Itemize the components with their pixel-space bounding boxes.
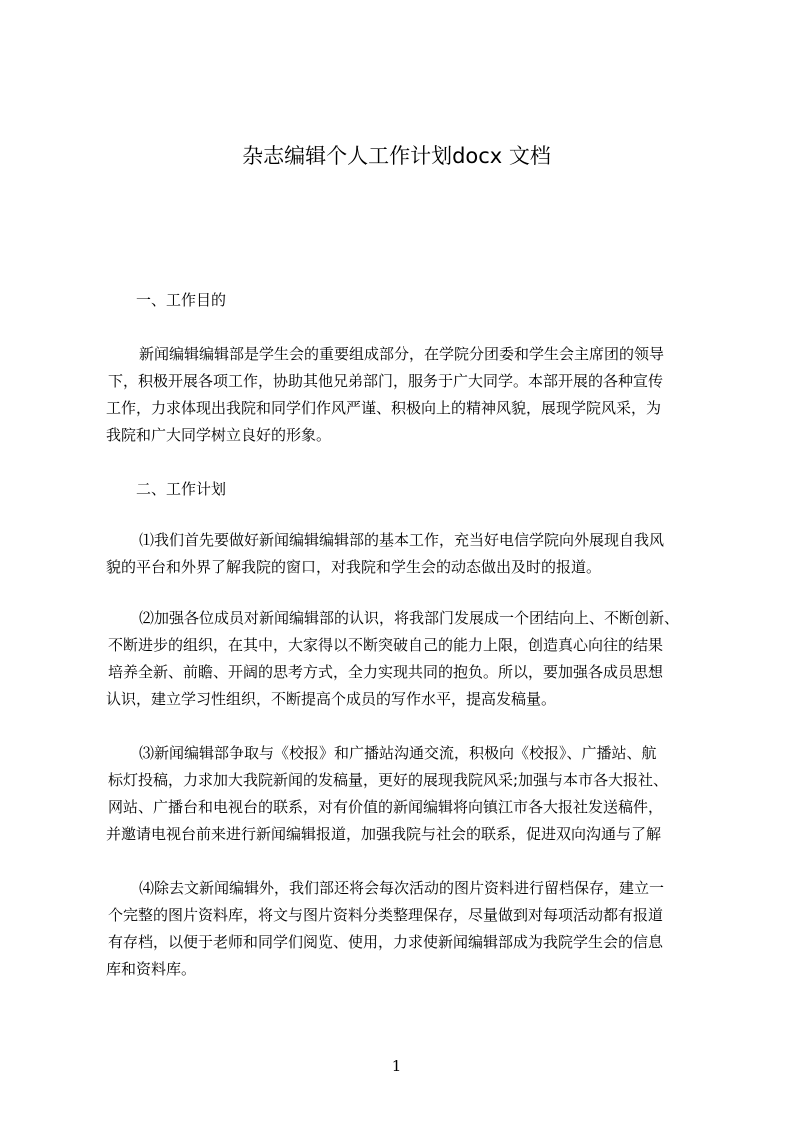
paragraph-line: 貌的平台和外界了解我院的窗口，对我院和学生会的动态做出及时的报道。 xyxy=(106,558,602,576)
paragraph-line: 并邀请电视台前来进行新闻编辑报道，加强我院与社会的联系，促进双向沟通与了解 xyxy=(106,825,662,843)
paragraph-line: ⑶新闻编辑部争取与《校报》和广播站沟通交流，积极向《校报》、广播站、航 xyxy=(139,744,657,762)
paragraph-line: 新闻编辑编辑部是学生会的重要组成部分，在学院分团委和学生会主席团的领导 xyxy=(139,345,665,363)
paragraph-line: 有存档，以便于老师和同学们阅览、使用，力求使新闻编辑部成为我院学生会的信息 xyxy=(108,933,664,951)
page-number: 1 xyxy=(391,1057,402,1075)
paragraph-line: ⑵加强各位成员对新闻编辑部的认识，将我部门发展成一个团结向上、不断创新、 xyxy=(139,609,680,627)
paragraph-line: ⑷除去文新闻编辑外，我们部还将会每次活动的图片资料进行留档保存，建立一 xyxy=(139,879,665,897)
paragraph-line: 标灯投稿，力求加大我院新闻的发稿量，更好的展现我院风采;加强与本市各大报社、 xyxy=(108,771,669,789)
paragraph-line: ⑴我们首先要做好新闻编辑编辑部的基本工作，充当好电信学院向外展现自我风 xyxy=(139,531,665,549)
section-heading-goals: 一、工作目的 xyxy=(136,291,227,309)
paragraph-line: 个完整的图片资料库，将文与图片资料分类整理保存，尽量做到对每项活动都有报道 xyxy=(108,906,664,924)
paragraph-line: 网站、广播台和电视台的联系，对有价值的新闻编辑将向镇江市各大报社发送稿件， xyxy=(108,798,664,816)
section-heading-plan: 二、工作计划 xyxy=(136,480,227,498)
paragraph-line: 工作，力求体现出我院和同学们作风严谨、积极向上的精神风貌，展现学院风采，为 xyxy=(106,399,662,417)
paragraph-line: 我院和广大同学树立良好的形象。 xyxy=(106,426,332,444)
paragraph-line: 下，积极开展各项工作，协助其他兄弟部门，服务于广大同学。本部开展的各种宣传 xyxy=(108,372,664,390)
paragraph-line: 库和资料库。 xyxy=(106,960,197,978)
paragraph-line: 培养全新、前瞻、开阔的思考方式，全力实现共同的抱负。所以，要加强各成员思想 xyxy=(108,663,664,681)
paragraph-line: 认识，建立学习性组织，不断提高个成员的写作水平，提高发稿量。 xyxy=(106,690,557,708)
document-title: 杂志编辑个人工作计划docx 文档 xyxy=(242,144,551,168)
paragraph-line: 不断进步的组织，在其中，大家得以不断突破自己的能力上限，创造真心向往的结果 xyxy=(108,636,664,654)
